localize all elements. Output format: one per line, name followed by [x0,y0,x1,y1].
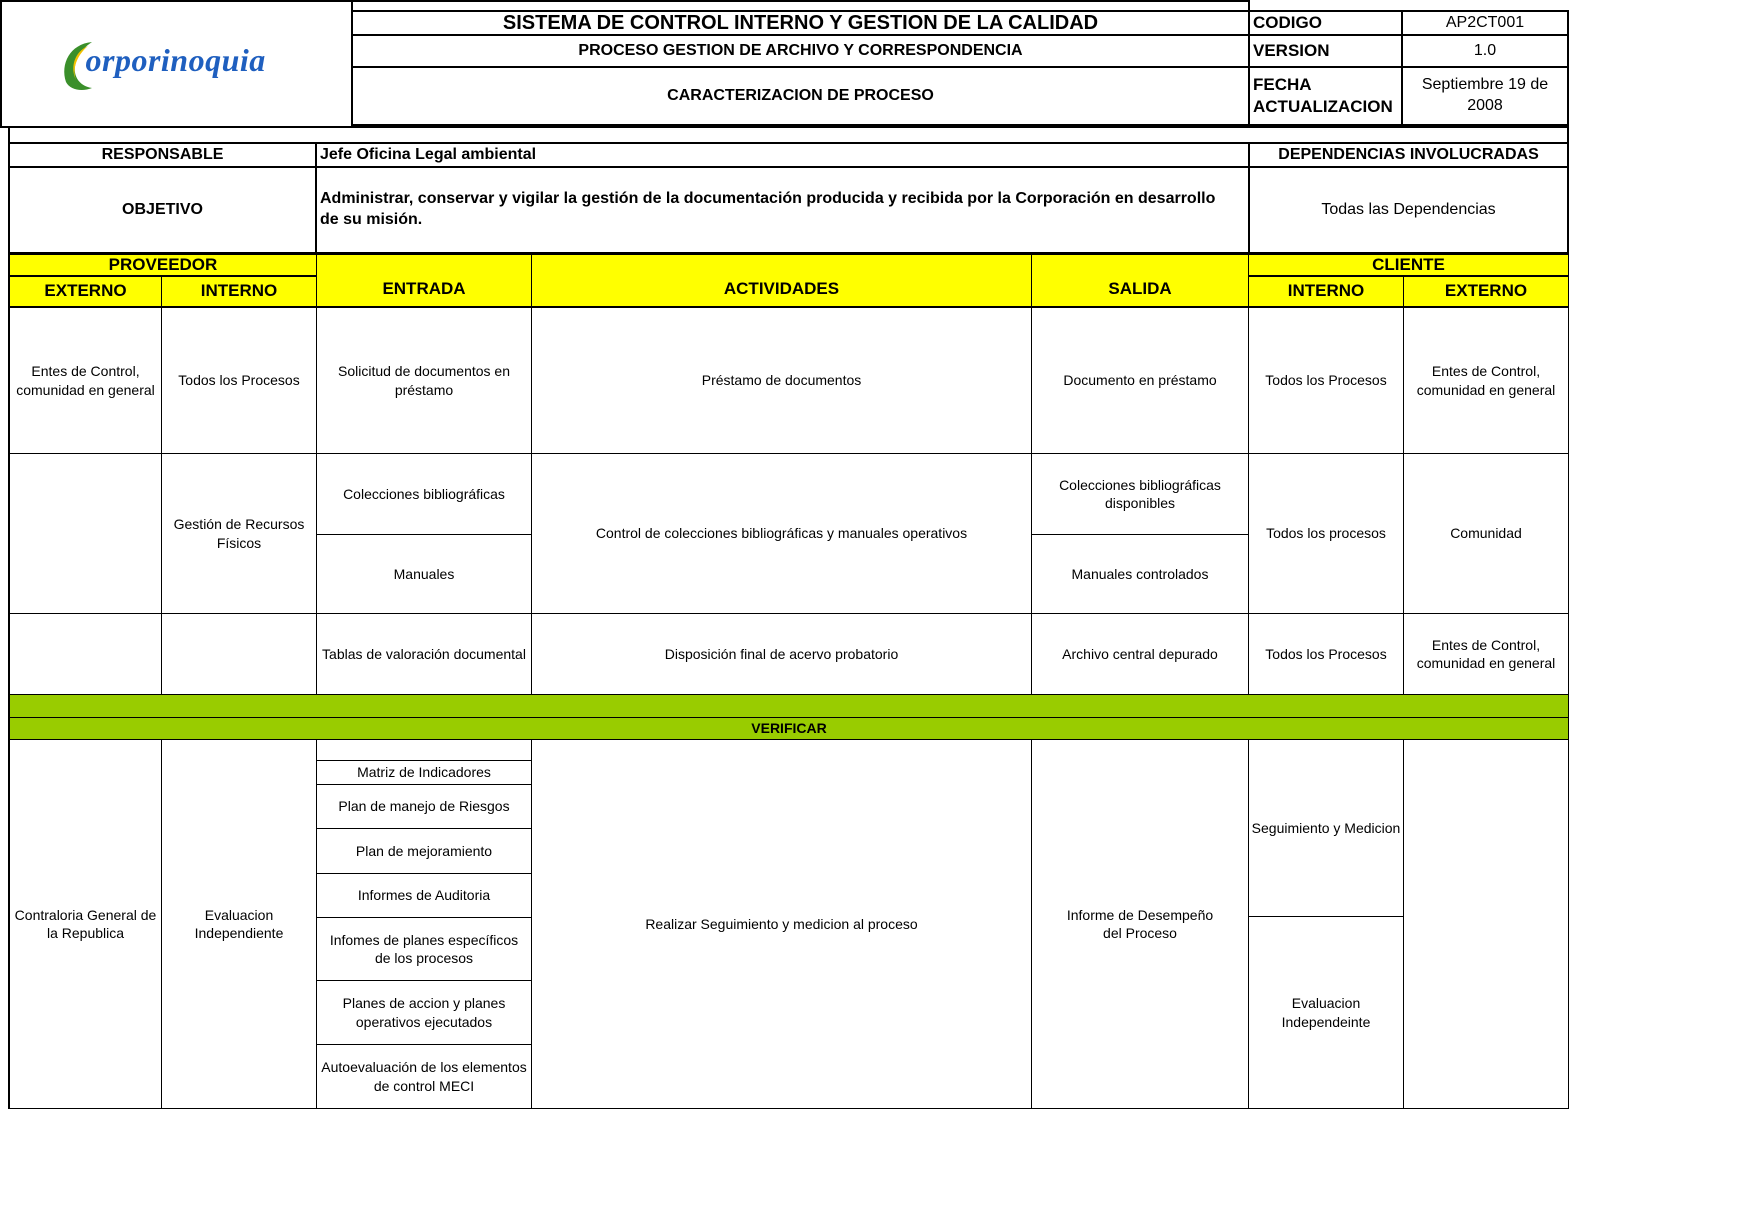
document-type: CARACTERIZACION DE PROCESO [351,66,1250,126]
row2-actividad: Control de colecciones bibliográficas y manuales operativos [531,453,1032,614]
row1-entrada: Solicitud de documentos en préstamo [316,307,532,454]
verificar-band-top [8,694,1569,718]
verificar-cli-interno-1: Seguimiento y Medicion [1248,739,1404,917]
row2-entrada-2: Manuales [316,534,532,614]
row3-entrada: Tablas de valoración documental [316,613,532,695]
verificar-entrada-top [316,739,532,761]
row1-cli-externo: Entes de Control, comunidad en general [1403,307,1569,454]
fecha-label: FECHA ACTUALIZACION [1248,66,1403,126]
objetivo-value: Administrar, conservar y vigilar la gestión de la documentación producida y recibida por la Corporación en desarrollo de su misión. [315,166,1250,254]
verificar-entrada-5: Infomes de planes específicos de los procesos [316,917,532,981]
verificar-prov-externo: Contraloria General de la Republica [8,739,162,1109]
row1-prov-externo: Entes de Control, comunidad en general [8,307,162,454]
entrada-header: ENTRADA [316,254,532,308]
row3-salida: Archivo central depurado [1031,613,1249,695]
row3-cli-externo: Entes de Control, comunidad en general [1403,613,1569,695]
row1-cli-interno: Todos los Procesos [1248,307,1404,454]
verificar-cli-interno-2: Evaluacion Independeinte [1248,916,1404,1109]
codigo-value: AP2CT001 [1401,10,1569,36]
verificar-entrada-7: Autoevaluación de los elementos de control MECI [316,1044,532,1109]
dependencias-value: Todas las Dependencias [1248,166,1569,254]
verificar-entrada-4: Informes de Auditoria [316,873,532,918]
verificar-entrada-2: Plan de manejo de Riesgos [316,784,532,829]
row2-cli-externo: Comunidad [1403,453,1569,614]
row2-cli-interno: Todos los procesos [1248,453,1404,614]
row3-prov-interno [161,613,317,695]
row3-prov-externo [8,613,162,695]
verificar-entrada-3: Plan de mejoramiento [316,828,532,874]
verificar-entrada-1: Matriz de Indicadores [316,760,532,785]
version-label: VERSION [1248,34,1403,68]
version-value: 1.0 [1401,34,1569,68]
row2-prov-interno: Gestión de Recursos Físicos [161,453,317,614]
prov-interno-header: INTERNO [161,276,317,308]
cliente-header: CLIENTE [1248,254,1569,276]
verificar-cli-externo [1403,739,1569,1109]
row2-salida-2: Manuales controlados [1031,534,1249,614]
row1-prov-interno: Todos los Procesos [161,307,317,454]
proveedor-header: PROVEEDOR [8,254,317,276]
objetivo-label: OBJETIVO [8,166,317,254]
verificar-salida: Informe de Desempeño del Proceso [1031,739,1249,1109]
row2-prov-externo [8,453,162,614]
verificar-entrada-6: Planes de accion y planes operativos ejecutados [316,980,532,1045]
process-title: PROCESO GESTION DE ARCHIVO Y CORRESPONDENCIA [351,34,1250,68]
verificar-label: VERIFICAR [8,717,1569,740]
verificar-actividad: Realizar Seguimiento y medicion al proceso [531,739,1032,1109]
logo-text: orporinoquia [85,42,266,78]
actividades-header: ACTIVIDADES [531,254,1032,308]
row2-salida-1: Colecciones bibliográficas disponibles [1031,453,1249,535]
dependencias-label: DEPENDENCIAS INVOLUCRADAS [1248,142,1569,168]
system-title: SISTEMA DE CONTROL INTERNO Y GESTION DE LA CALIDAD [351,10,1250,36]
responsable-label: RESPONSABLE [8,142,317,168]
fecha-value: Septiembre 19 de 2008 [1401,66,1569,126]
header-top-border [351,0,1250,12]
cli-externo-header: EXTERNO [1403,276,1569,308]
codigo-label: CODIGO [1248,10,1403,36]
responsable-value: Jefe Oficina Legal ambiental [315,142,1250,168]
row3-actividad: Disposición final de acervo probatorio [531,613,1032,695]
row2-entrada-1: Colecciones bibliográficas [316,453,532,535]
row1-actividad: Préstamo de documentos [531,307,1032,454]
cli-interno-header: INTERNO [1248,276,1404,308]
logo-cell [0,0,353,128]
row3-cli-interno: Todos los Procesos [1248,613,1404,695]
prov-externo-header: EXTERNO [8,276,162,308]
salida-header: SALIDA [1031,254,1249,308]
corporinoquia-logo [52,34,302,94]
verificar-prov-interno: Evaluacion Independiente [161,739,317,1109]
row1-salida: Documento en préstamo [1031,307,1249,454]
